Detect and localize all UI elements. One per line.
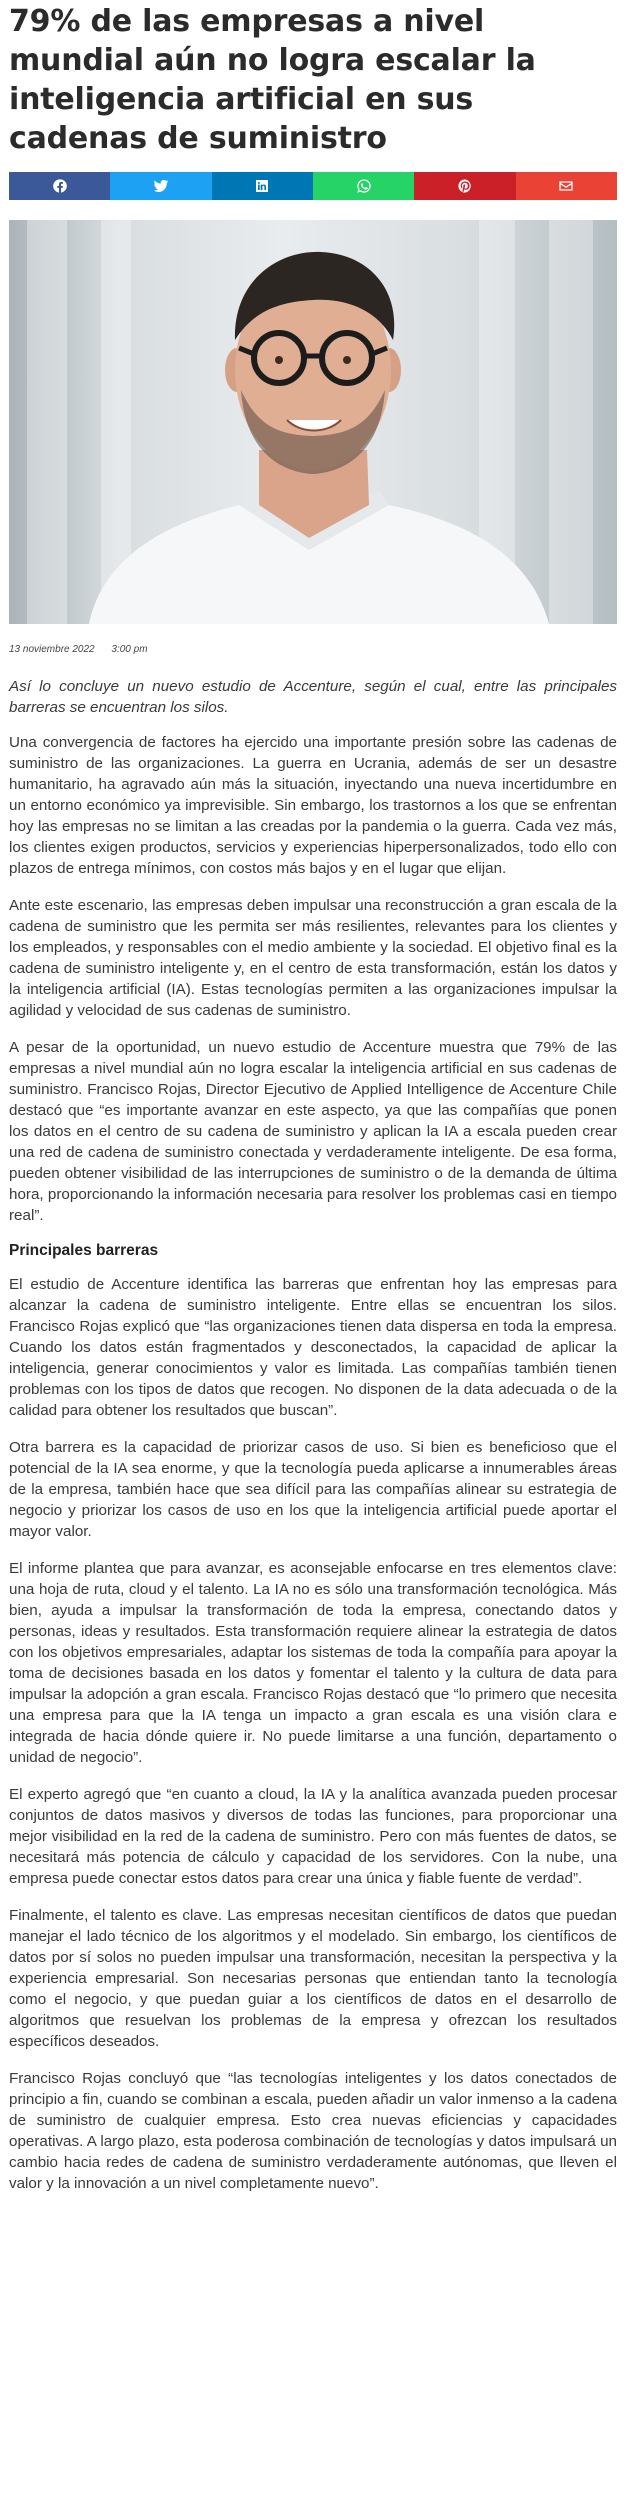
email-icon [558, 178, 574, 194]
paragraph: El experto agregó que “en cuanto a cloud, la IA y la analítica avanzada pueden procesar conjuntos de datos masivos y diversos de todas las funciones, para proporcionar una mejor visibilidad en la red de la cadena de suministro. Pero con más fuentes de datos, se necesitará más potencia de cálculo y capacidad de los servidores. Con la nube, una empresa puede conectar estos datos para crear una única y fiable fuente de verdad”. [9, 1786, 617, 1887]
whatsapp-icon [356, 178, 372, 194]
pinterest-icon [457, 178, 473, 194]
paragraph: El informe plantea que para avanzar, es aconsejable enfocarse en tres elementos clave: una hoja de ruta, cloud y el talento. La IA no es sólo una transformación tecnológica. Más bien, ayuda a impulsar la transformación de toda la empresa, conectando datos y personas, ideas y resultados. Esta transformación requiere alinear la estrategia de datos con los objetivos empresariales, adaptar los sistemas de toda la compañía para apoyar la toma de decisiones basada en los datos y fomentar el talento y la cultura de data para impulsar la adopción a gran escala. Francisco Rojas destacó que “lo primero que necesita una empresa para que la IA tenga un impacto a gran escala es una visión clara e integrada de hacia dónde quiere ir. No puede limitarse a una función, departamento o unidad de negocio”. [9, 1560, 617, 1766]
article-title: 79% de las empresas a nivel mundial aún no logra escalar la inteligencia artificial en sus cadenas de suministro [9, 4, 536, 156]
share-whatsapp-button[interactable] [313, 172, 414, 200]
share-pinterest-button[interactable] [414, 172, 515, 200]
portrait-illustration [9, 220, 617, 624]
share-email-button[interactable] [516, 172, 617, 200]
article-lead: Así lo concluye un nuevo estudio de Accenture, según el cual, entre las principales barreras se encuentran los silos. [9, 678, 617, 716]
paragraph: A pesar de la oportunidad, un nuevo estudio de Accenture muestra que 79% de las empresas a nivel mundial aún no logra escalar la inteligencia artificial en sus cadenas de suministro. Francisco Rojas, Director Ejecutivo de Applied Intelligence de Accenture Chile destacó que “es importante avanzar en este aspecto, ya que las compañías que ponen los datos en el centro de su cadena de suministro y aplican la IA a escala pueden crear una red de cadena de suministro conectada y verdaderamente inteligente. De esa forma, pueden obtener visibilidad de las interrupciones de suministro o de la demanda de última hora, proporcionando la información necesaria para resolver los problemas casi en tiempo real”. [9, 1039, 617, 1224]
paragraph: Finalmente, el talento es clave. Las empresas necesitan científicos de datos que puedan manejar el lado técnico de los algoritmos y el modelado. Sin embargo, los científicos de datos por sí solos no pueden impulsar una transformación, necesitan la perspectiva y la experiencia empresarial. Son necesarias personas que entiendan tanto la tecnología como el negocio, y que puedan guiar a los científicos de datos en el desarrollo de algoritmos que resuelvan los problemas de la empresa y ofrezcan los resultados específicos deseados. [9, 1907, 617, 2050]
share-bar [9, 172, 617, 200]
twitter-icon [153, 178, 169, 194]
share-linkedin-button[interactable] [212, 172, 313, 200]
paragraph: El estudio de Accenture identifica las barreras que enfrentan hoy las empresas para alcanzar la cadena de suministro inteligente. Entre ellas se encuentran los silos. Francisco Rojas explicó que “las organizaciones tienen data dispersa en toda la empresa. Cuando los datos están fragmentados y desconectados, la capacidad de aplicar la inteligencia, generar conocimientos y valor es limitada. Las compañías también tienen problemas con los tipos de datos que recogen. No disponen de la data adecuada o de la calidad para obtener los resultados que buscan”. [9, 1276, 617, 1419]
facebook-icon [52, 178, 68, 194]
paragraph: Una convergencia de factores ha ejercido una importante presión sobre las cadenas de suministro de las organizaciones. La guerra en Ucrania, además de ser un desastre humanitario, ha agravado aún más la situación, inyectando una nueva incertidumbre en un entorno económico ya imprevisible. Sin embargo, los trastornos a los que se enfrentan hoy las empresas no se limitan a las creadas por la pandemia o la guerra. Cada vez más, los clientes exigen productos, servicios y experiencias hiperpersonalizados, todo ello con plazos de entrega mínimos, con costos más bajos y en el lugar que elijan. [9, 734, 617, 877]
paragraph: Francisco Rojas concluyó que “las tecnologías inteligentes y los datos conectados de principio a fin, cuando se combinan a escala, pueden añadir un valor inmenso a la cadena de suministro de cualquier empresa. Esto crea nuevas eficiencias y capacidades operativas. A largo plazo, esta poderosa combinación de tecnologías y datos impulsará un cambio hacia redes de cadena de suministro verdaderamente autónomas, que lleven el valor y la innovación a un nivel completamente nuevo”. [9, 2070, 617, 2192]
article-date: 13 noviembre 2022 [9, 644, 95, 655]
share-facebook-button[interactable] [9, 172, 110, 200]
paragraph: Ante este escenario, las empresas deben impulsar una reconstrucción a gran escala de la cadena de suministro que les permita ser más resilientes, relevantes para los clientes y los empleados, y responsables con el medio ambiente y la sociedad. El objetivo final es la cadena de suministro inteligente y, en el centro de esta transformación, están los datos y la inteligencia artificial (IA). Estas tecnologías permiten a las organizaciones impulsar la agilidad y velocidad de sus cadenas de suministro. [9, 897, 617, 1019]
paragraph: Otra barrera es la capacidad de priorizar casos de uso. Si bien es beneficioso que el potencial de la IA sea enorme, y que la tecnología pueda aplicarse a innumerables áreas de la empresa, también hace que sea difícil para las compañías alinear su estrategia de negocio y priorizar los casos de uso en los que la inteligencia artificial puede aportar el mayor valor. [9, 1439, 617, 1540]
article-meta [9, 644, 617, 655]
section-heading: Principales barreras [9, 1242, 159, 1259]
article-time: 3:00 pm [111, 644, 148, 655]
article-hero-image [9, 220, 617, 624]
share-twitter-button[interactable] [110, 172, 211, 200]
linkedin-icon [254, 178, 270, 194]
